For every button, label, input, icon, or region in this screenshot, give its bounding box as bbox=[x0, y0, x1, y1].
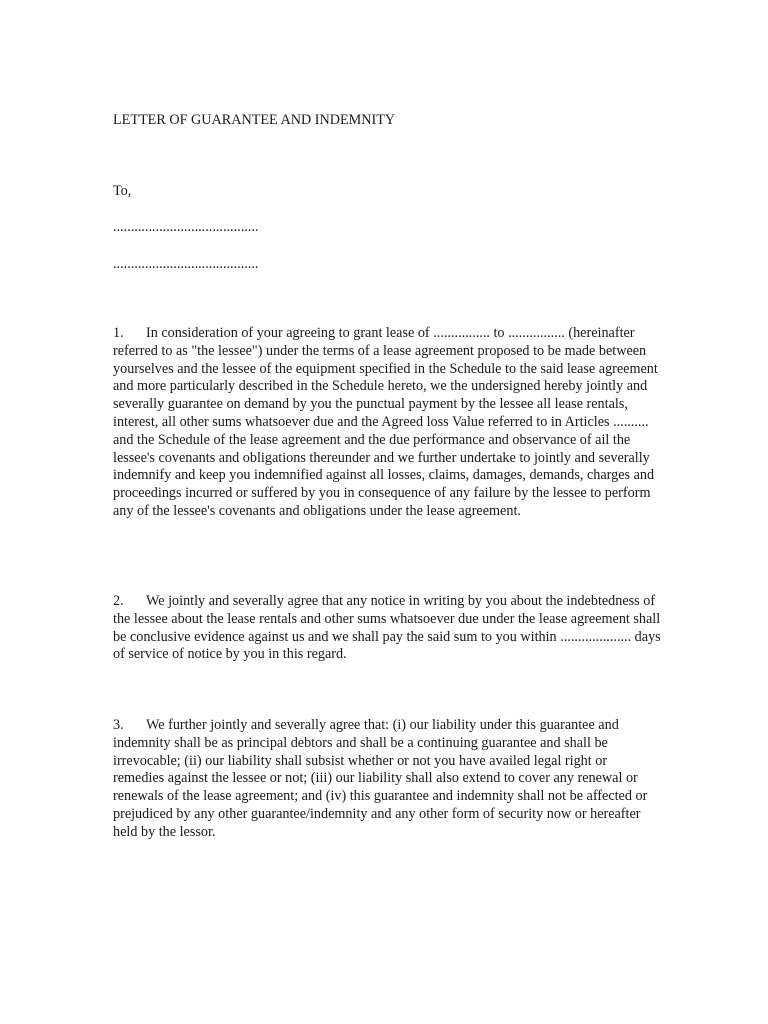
addressee-salutation: To, bbox=[113, 183, 132, 199]
clause-2 bbox=[113, 593, 661, 664]
clause-number: 2. bbox=[113, 593, 124, 609]
clause-text: We further jointly and severally agree that: (i) our liability under this guarantee and indemnity shall be as principal debtors and shall be a continuing guarantee and shall be irrevocable; (ii) our liability shall subsist whether or not you have availed legal right or remedies against the lessee or not; (iii) our liability shall also extend to cover any renewal or renewals of the lease agreement; and (iv) this guarantee and indemnity shall not be affected or prejudiced by any other guarantee/indemnity and any other form of security now or hereafter held by the lessor. bbox=[113, 717, 648, 840]
clause-3 bbox=[113, 717, 661, 842]
clause-number: 3. bbox=[113, 717, 124, 733]
clause-text: We jointly and severally agree that any notice in writing by you about the indebtedness of the lessee about the lease rentals and other sums whatsoever due under the lease agreement shall be conclusive evidence against us and we shall pay the said sum to you within .................... days of service of notice by you in this regard. bbox=[113, 593, 661, 663]
document-title: LETTER OF GUARANTEE AND INDEMNITY bbox=[113, 112, 396, 128]
clause-1 bbox=[113, 325, 661, 521]
addressee-line-1: ......................................... bbox=[113, 219, 259, 235]
clause-text: In consideration of your agreeing to grant lease of ................ to ................ (hereinafter referred to as "the lessee") under the terms of a lease agreement proposed to be made between yourselves and the lessee of the equipment specified in the Schedule to the said lease agreement and more particularly described in the Schedule hereto, we the undersigned hereby jointly and severally guarantee on demand by you the punctual payment by the lessee all lease rentals, interest, all other sums whatsoever due and the Agreed loss Value referred to in Articles .......... and the Schedule of the lease agreement and the due performance and observance of ail the lessee's covenants and obligations thereunder and we further undertake to jointly and severally indemnify and keep you indemnified against all losses, claims, damages, demands, charges and proceedings incurred or suffered by you in consequence of any failure by the lessee to perform any of the lessee's covenants and obligations under the lease agreement. bbox=[113, 325, 658, 519]
addressee-line-2: ......................................... bbox=[113, 256, 259, 272]
clause-number: 1. bbox=[113, 325, 124, 341]
